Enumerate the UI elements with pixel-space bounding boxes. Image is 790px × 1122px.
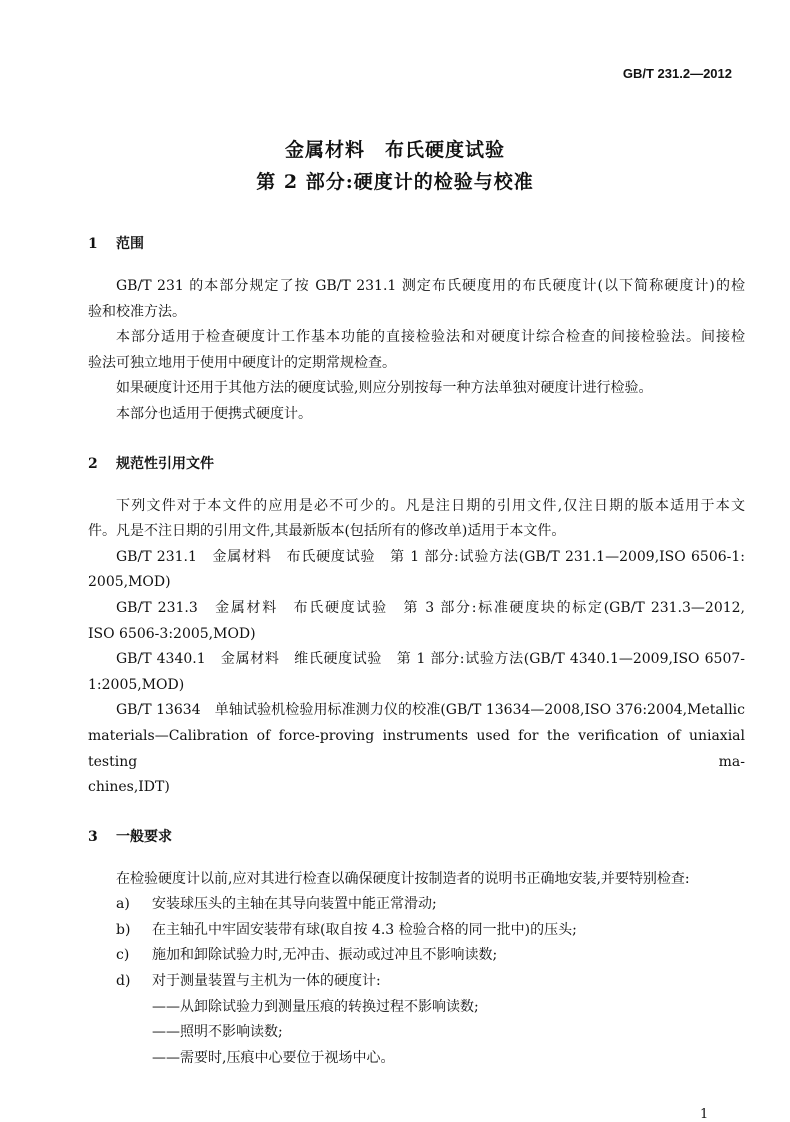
section-title: 一般要求 (116, 828, 172, 845)
text-line: 如果硬度计还用于其他方法的硬度试验,则应分别按每一种方法单独对硬度计进行检验。 (116, 380, 653, 397)
section-3-heading (88, 827, 745, 847)
title-line-1: 金属材料 布氏硬度试验 (284, 139, 505, 161)
dash-item: ——照明不影响读数; (152, 1024, 283, 1041)
list-label: b) (116, 921, 131, 938)
section-1-body (88, 274, 745, 428)
reference-line: GB/T 4340.1 金属材料 维氏硬度试验 第 1 部分:试验方法(GB/T 4340.1—2009,ISO 6507- (116, 651, 745, 668)
page-number: 1 (700, 1107, 709, 1122)
title-block (0, 134, 790, 198)
section-number: 2 (88, 455, 98, 472)
reference-line: GB/T 231.1 金属材料 布氏硬度试验 第 1 部分:试验方法(GB/T 231.1—2009,ISO 6506-1: (116, 548, 745, 565)
reference-line: ISO 6506-3:2005,MOD) (88, 625, 256, 642)
reference-line: chines,IDT) (88, 779, 170, 796)
document-body (88, 234, 745, 1097)
list-label: c) (116, 947, 130, 964)
section-title: 规范性引用文件 (116, 455, 214, 472)
list-item (88, 892, 745, 918)
section-2-heading (88, 454, 745, 474)
standard-number: GB/T 231.2—2012 (622, 66, 732, 81)
text-line: 验和校准方法。 (88, 303, 186, 320)
text-line: 件。凡是不注日期的引用文件,其最新版本(包括所有的修改单)适用于本文件。 (88, 523, 566, 540)
list-text: 安装球压头的主轴在其导向装置中能正常滑动; (152, 896, 437, 913)
reference-line: 1:2005,MOD) (88, 676, 185, 693)
section-number: 1 (88, 236, 98, 252)
reference-line: materials—Calibration of force-proving instruments used for the verification of uniaxial testing ma- (88, 727, 745, 770)
reference-line: GB/T 231.3 金属材料 布氏硬度试验 第 3 部分:标准硬度块的标定(GB/T 231.3—2012, (116, 599, 745, 616)
section-title: 范围 (116, 236, 144, 252)
dash-item: ——需要时,压痕中心要位于视场中心。 (152, 1049, 395, 1066)
text-line: GB/T 231 的本部分规定了按 GB/T 231.1 测定布氏硬度用的布氏硬度计(以下简称硬度计)的检 (116, 278, 745, 294)
list-text: 在主轴孔中牢固安装带有球(取自按 4.3 检验合格的同一批中)的压头; (152, 921, 577, 938)
list-item (88, 969, 745, 995)
list-item (88, 943, 745, 969)
text-line: 下列文件对于本文件的应用是必不可少的。凡是注日期的引用文件,仅注日期的版本适用于本文 (116, 497, 745, 514)
list-label: d) (116, 973, 131, 990)
title-line-2: 第 2 部分:硬度计的检验与校准 (256, 171, 534, 193)
text-line: 本部分也适用于便携式硬度计。 (116, 405, 312, 422)
list-text: 对于测量装置与主机为一体的硬度计: (152, 973, 381, 990)
section-number: 3 (88, 828, 98, 845)
section-3-body (88, 867, 745, 1072)
text-line: 本部分适用于检查硬度计工作基本功能的直接检验法和对硬度计综合检查的间接检验法。间接检 (116, 329, 745, 346)
dash-item: ——从卸除试验力到测量压痕的转换过程不影响读数; (152, 998, 479, 1015)
list-item (88, 918, 745, 944)
section-1-heading (88, 234, 745, 254)
reference-line: GB/T 13634 单轴试验机检验用标准测力仪的校准(GB/T 13634—2008,ISO 376:2004,Metallic (116, 702, 745, 719)
text-line: 验法可独立地用于使用中硬度计的定期常规检查。 (88, 354, 396, 371)
reference-line: 2005,MOD) (88, 574, 171, 591)
list-label: a) (116, 896, 130, 913)
list-text: 施加和卸除试验力时,无冲击、振动或过冲且不影响读数; (152, 947, 498, 964)
text-line: 在检验硬度计以前,应对其进行检查以确保硬度计按制造者的说明书正确地安装,并要特别检查: (116, 870, 690, 887)
section-2-body (88, 494, 745, 801)
